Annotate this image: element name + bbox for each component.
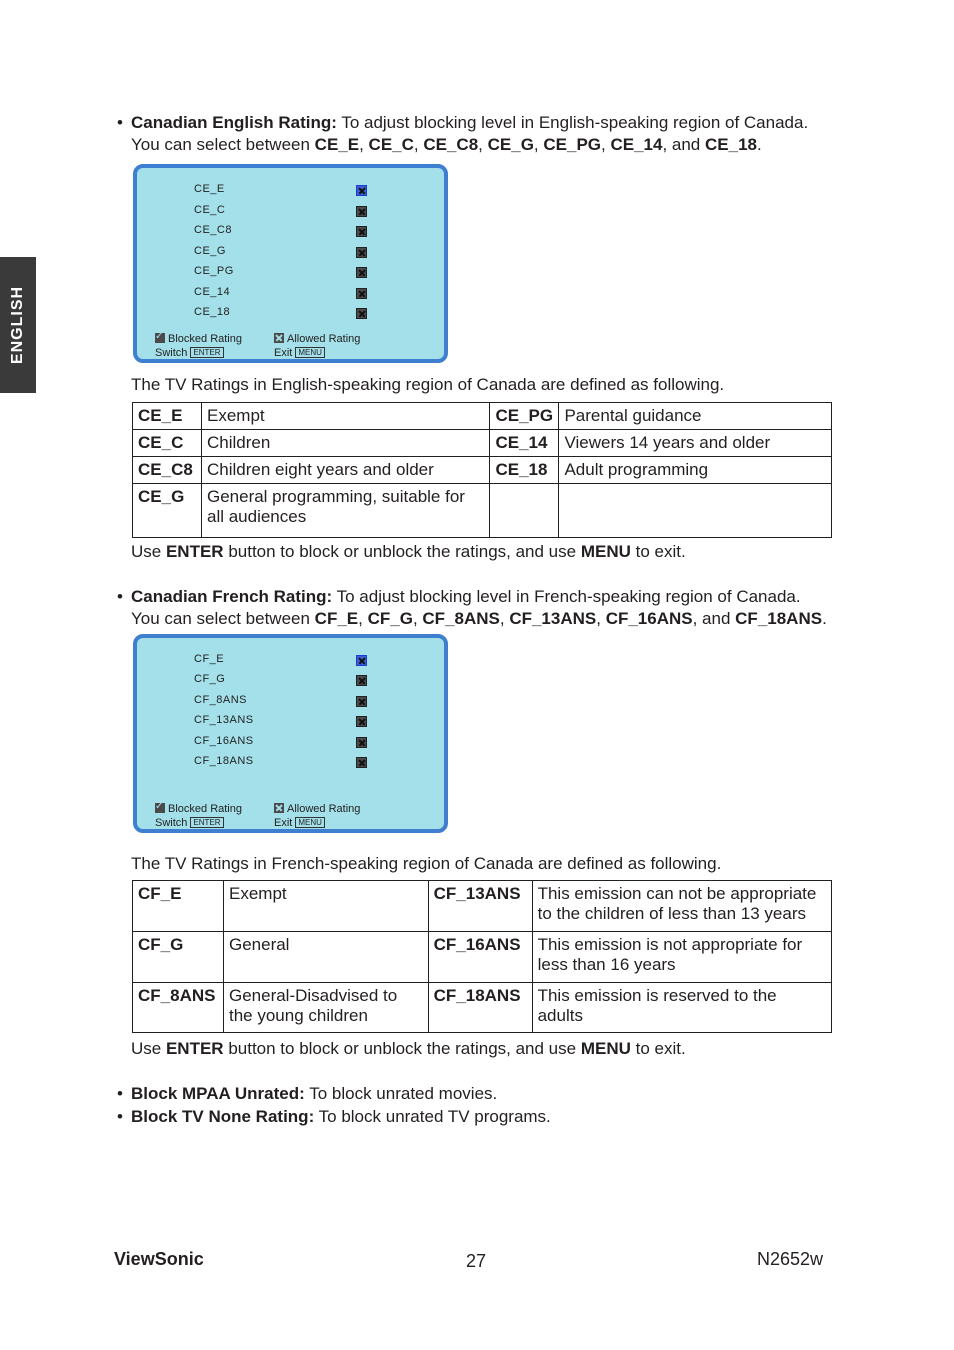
menu-key: MENU xyxy=(295,817,325,828)
osd-row[interactable] xyxy=(194,306,424,320)
english-ratings-table xyxy=(132,402,832,538)
cross-icon xyxy=(274,333,284,343)
rating-desc: Children xyxy=(201,430,489,457)
rating-desc xyxy=(559,484,832,538)
option-code: CE_C xyxy=(368,135,414,154)
rating-code: CE_18 xyxy=(490,457,559,484)
rating-desc: This emission is not appropriate for less than 16 years xyxy=(532,932,831,983)
osd-row[interactable] xyxy=(194,755,424,769)
french-ratings-table xyxy=(132,880,832,1033)
osd-legend-right xyxy=(274,332,360,360)
enter-word: ENTER xyxy=(165,1039,224,1058)
rating-desc: General programming, suitable for all audiences xyxy=(201,484,489,538)
rating-desc: Children eight years and older xyxy=(201,457,489,484)
menu-word: MENU xyxy=(580,542,631,561)
english-rating-heading xyxy=(131,112,808,134)
french-table-intro: The TV Ratings in French-speaking region of Canada are defined as following. xyxy=(131,854,722,873)
blocked-x-icon[interactable] xyxy=(356,288,367,299)
footer-brand: ViewSonic xyxy=(114,1249,204,1269)
osd-row[interactable] xyxy=(194,245,424,259)
rating-desc: This emission can not be appropriate to the children of less than 13 years xyxy=(532,881,831,932)
use-text: button to block or unblock the ratings, and use xyxy=(223,542,581,561)
rating-code: CE_C xyxy=(133,430,202,457)
bullet-icon: • xyxy=(117,113,123,132)
rating-desc: General xyxy=(223,932,428,983)
blocked-legend: Blocked Rating xyxy=(168,803,242,815)
osd-row[interactable] xyxy=(194,735,424,749)
blocked-x-icon[interactable] xyxy=(356,308,367,319)
osd-legend-right xyxy=(274,802,360,830)
english-rating-osd xyxy=(133,164,448,363)
rating-desc: Adult programming xyxy=(559,457,832,484)
option-code: CF_13ANS xyxy=(509,609,597,628)
blocked-legend: Blocked Rating xyxy=(168,333,242,345)
osd-row[interactable] xyxy=(194,714,424,728)
osd-row-label: CF_G xyxy=(194,673,226,685)
rating-code: CF_16ANS xyxy=(428,932,532,983)
english-use-line xyxy=(131,541,686,563)
use-text: to exit. xyxy=(630,1039,686,1058)
osd-row-label: CE_C xyxy=(194,204,226,216)
table-row xyxy=(133,983,832,1033)
exit-hint: Exit xyxy=(274,817,293,829)
footer-page-number: 27 xyxy=(466,1251,487,1271)
blocked-x-icon[interactable] xyxy=(356,247,367,258)
french-use-line xyxy=(131,1038,686,1060)
switch-hint: Switch xyxy=(155,817,188,829)
blocked-x-icon[interactable] xyxy=(356,737,367,748)
table-row xyxy=(133,932,832,983)
bullet-icon: • xyxy=(117,1107,123,1126)
mpaa-desc: To block unrated movies. xyxy=(304,1084,498,1103)
osd-row[interactable] xyxy=(194,183,424,197)
rating-code: CE_E xyxy=(133,403,202,430)
rating-code: CF_8ANS xyxy=(133,983,224,1033)
table-row xyxy=(133,457,832,484)
tvnone-desc: To block unrated TV programs. xyxy=(314,1107,551,1126)
english-rating-label: Canadian English Rating: xyxy=(131,113,337,132)
option-code: CE_14 xyxy=(610,135,663,154)
blocked-x-icon[interactable] xyxy=(356,655,367,666)
osd-row-label: CE_G xyxy=(194,245,226,257)
option-code: CE_C8 xyxy=(423,135,479,154)
language-side-tab xyxy=(0,257,36,393)
osd-row-label: CF_8ANS xyxy=(194,694,248,706)
rating-desc: Exempt xyxy=(223,881,428,932)
mpaa-label: Block MPAA Unrated: xyxy=(131,1084,305,1103)
option-code: CF_18ANS xyxy=(735,609,823,628)
option-code: CE_18 xyxy=(705,135,757,154)
menu-key: MENU xyxy=(295,347,325,358)
switch-hint: Switch xyxy=(155,347,188,359)
blocked-x-icon[interactable] xyxy=(356,757,367,768)
rating-desc: General-Disadvised to the young children xyxy=(223,983,428,1033)
blocked-x-icon[interactable] xyxy=(356,206,367,217)
rating-desc: This emission is reserved to the adults xyxy=(532,983,831,1033)
mpaa-item xyxy=(131,1083,497,1105)
enter-word: ENTER xyxy=(165,542,224,561)
osd-row-label: CF_E xyxy=(194,653,225,665)
osd-row[interactable] xyxy=(194,265,424,279)
osd-legend-left xyxy=(155,332,242,360)
osd-row-label: CF_18ANS xyxy=(194,755,254,767)
french-options-line: You can select between CF_E, CF_G, CF_8ANS, CF_13ANS, CF_16ANS, and CF_18ANS. xyxy=(131,609,827,628)
exit-hint: Exit xyxy=(274,347,293,359)
rating-desc: Parental guidance xyxy=(559,403,832,430)
allowed-legend: Allowed Rating xyxy=(287,803,361,815)
bullet-icon: • xyxy=(117,587,123,606)
osd-row[interactable] xyxy=(194,286,424,300)
tvnone-label: Block TV None Rating: xyxy=(131,1107,315,1126)
option-code: CF_16ANS xyxy=(605,609,693,628)
osd-row-label: CF_16ANS xyxy=(194,735,254,747)
osd-row[interactable] xyxy=(194,673,424,687)
osd-row[interactable] xyxy=(194,653,424,667)
french-rating-label: Canadian French Rating: xyxy=(131,587,333,606)
option-code: CF_G xyxy=(367,609,413,628)
option-code: CF_8ANS xyxy=(422,609,500,628)
bullet-icon: • xyxy=(117,1084,123,1103)
osd-row-label: CF_13ANS xyxy=(194,714,254,726)
english-options-line: You can select between CE_E, CE_C, CE_C8, CE_G, CE_PG, CE_14, and CE_18. xyxy=(131,135,762,154)
rating-code: CE_PG xyxy=(490,403,559,430)
check-icon xyxy=(155,803,165,813)
osd-legend-left xyxy=(155,802,242,830)
osd-row[interactable] xyxy=(194,694,424,708)
table-row xyxy=(133,430,832,457)
tvnone-item xyxy=(131,1106,551,1128)
cross-icon xyxy=(274,803,284,813)
osd-row-label: CE_PG xyxy=(194,265,234,277)
option-code: CE_PG xyxy=(543,135,602,154)
rating-code: CE_C8 xyxy=(133,457,202,484)
rating-code xyxy=(490,484,559,538)
option-code: CE_G xyxy=(487,135,534,154)
footer-model: N2652w xyxy=(757,1249,824,1269)
osd-row[interactable] xyxy=(194,224,424,238)
rating-code: CE_G xyxy=(133,484,202,538)
rating-code: CF_18ANS xyxy=(428,983,532,1033)
blocked-x-icon[interactable] xyxy=(356,696,367,707)
blocked-x-icon[interactable] xyxy=(356,675,367,686)
blocked-x-icon[interactable] xyxy=(356,185,367,196)
french-rating-desc: To adjust blocking level in French-speaking region of Canada. xyxy=(332,587,801,606)
use-text: Use xyxy=(131,1039,166,1058)
allowed-legend: Allowed Rating xyxy=(287,333,361,345)
table-row xyxy=(133,403,832,430)
osd-row[interactable] xyxy=(194,204,424,218)
rating-code: CF_E xyxy=(133,881,224,932)
use-text: Use xyxy=(131,542,166,561)
blocked-x-icon[interactable] xyxy=(356,267,367,278)
osd-row-label: CE_18 xyxy=(194,306,231,318)
use-text: to exit. xyxy=(630,542,686,561)
select-prefix: You can select between xyxy=(131,609,315,628)
rating-code: CF_13ANS xyxy=(428,881,532,932)
enter-key: ENTER xyxy=(190,817,223,828)
table-row xyxy=(133,881,832,932)
rating-desc: Viewers 14 years and older xyxy=(559,430,832,457)
rating-code: CE_14 xyxy=(490,430,559,457)
use-text: button to block or unblock the ratings, and use xyxy=(223,1039,581,1058)
osd-row-label: CE_C8 xyxy=(194,224,232,236)
french-rating-heading xyxy=(131,586,801,608)
french-rating-osd xyxy=(133,634,448,833)
select-prefix: You can select between xyxy=(131,135,315,154)
enter-key: ENTER xyxy=(190,347,223,358)
blocked-x-icon[interactable] xyxy=(356,716,367,727)
option-code: CE_E xyxy=(314,135,360,154)
option-code: CF_E xyxy=(314,609,359,628)
osd-row-label: CE_14 xyxy=(194,286,231,298)
osd-row-label: CE_E xyxy=(194,183,225,195)
menu-word: MENU xyxy=(580,1039,631,1058)
english-rating-desc: To adjust blocking level in English-speaking region of Canada. xyxy=(336,113,809,132)
check-icon xyxy=(155,333,165,343)
rating-desc: Exempt xyxy=(201,403,489,430)
blocked-x-icon[interactable] xyxy=(356,226,367,237)
rating-code: CF_G xyxy=(133,932,224,983)
table-row xyxy=(133,484,832,538)
language-tab-label: ENGLISH xyxy=(9,285,26,365)
english-table-intro: The TV Ratings in English-speaking region of Canada are defined as following. xyxy=(131,375,725,394)
